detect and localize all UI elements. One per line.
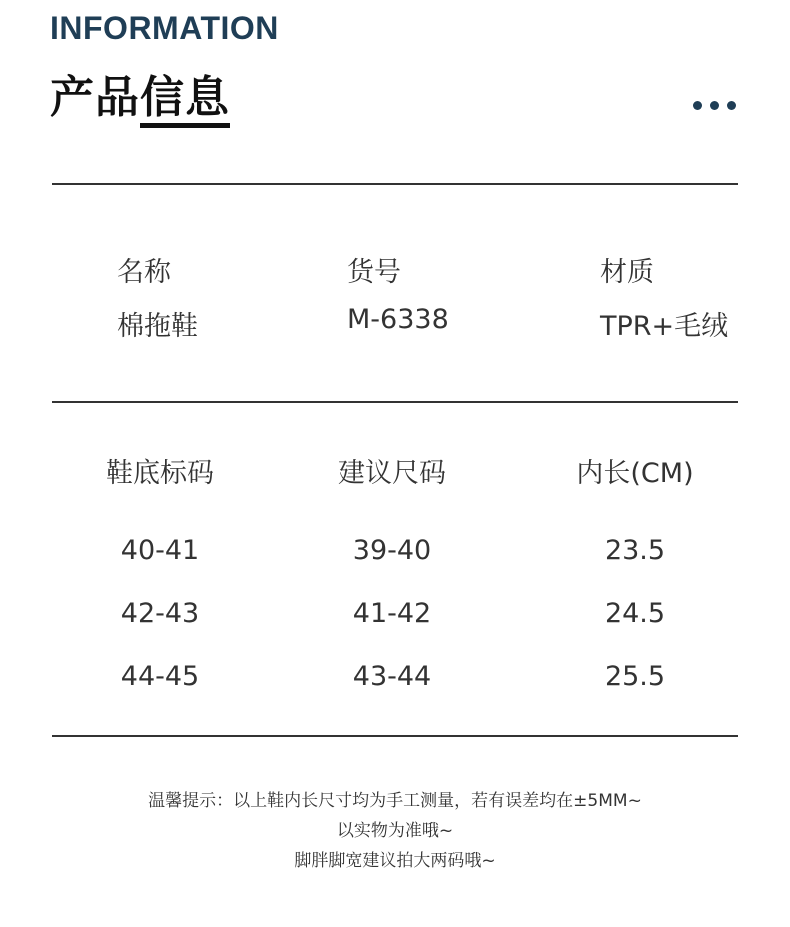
size-cell: 43-44 bbox=[352, 661, 432, 692]
size-cell: 41-42 bbox=[352, 598, 432, 629]
page-title-part2: 信息 bbox=[140, 72, 230, 128]
size-cell: 23.5 bbox=[604, 535, 666, 566]
page-title-part1: 产品 bbox=[50, 72, 140, 123]
size-cell: 25.5 bbox=[604, 661, 666, 692]
size-cell: 40-41 bbox=[120, 535, 200, 566]
product-value-sku: M-6338 bbox=[347, 304, 449, 335]
size-cell: 24.5 bbox=[604, 598, 666, 629]
size-header-length: 内长(CM) bbox=[576, 458, 694, 489]
note-line-3: 脚胖脚宽建议拍大两码哦~ bbox=[294, 851, 496, 871]
divider-middle bbox=[52, 401, 738, 403]
product-label-name: 名称 bbox=[117, 257, 171, 288]
more-dot bbox=[727, 101, 736, 110]
size-cell: 42-43 bbox=[120, 598, 200, 629]
more-dot bbox=[693, 101, 702, 110]
size-cell: 44-45 bbox=[120, 661, 200, 692]
size-header-sole: 鞋底标码 bbox=[106, 458, 214, 489]
size-cell: 39-40 bbox=[352, 535, 432, 566]
info-en-title: INFORMATION bbox=[50, 10, 279, 46]
divider-bottom bbox=[52, 735, 738, 737]
note-line-2: 以实物为准哦~ bbox=[336, 821, 454, 841]
product-label-sku: 货号 bbox=[347, 257, 401, 288]
more-icon[interactable] bbox=[693, 101, 736, 110]
note-line-1: 温馨提示：以上鞋内长尺寸均为手工测量，若有误差均在±5MM~ bbox=[148, 791, 642, 811]
page-title bbox=[50, 70, 230, 126]
size-header-suggest: 建议尺码 bbox=[338, 458, 446, 489]
product-value-name: 棉拖鞋 bbox=[117, 311, 198, 342]
divider-top bbox=[52, 183, 738, 185]
product-value-material: TPR+毛绒 bbox=[600, 311, 729, 342]
product-label-material: 材质 bbox=[600, 257, 654, 288]
more-dot bbox=[710, 101, 719, 110]
